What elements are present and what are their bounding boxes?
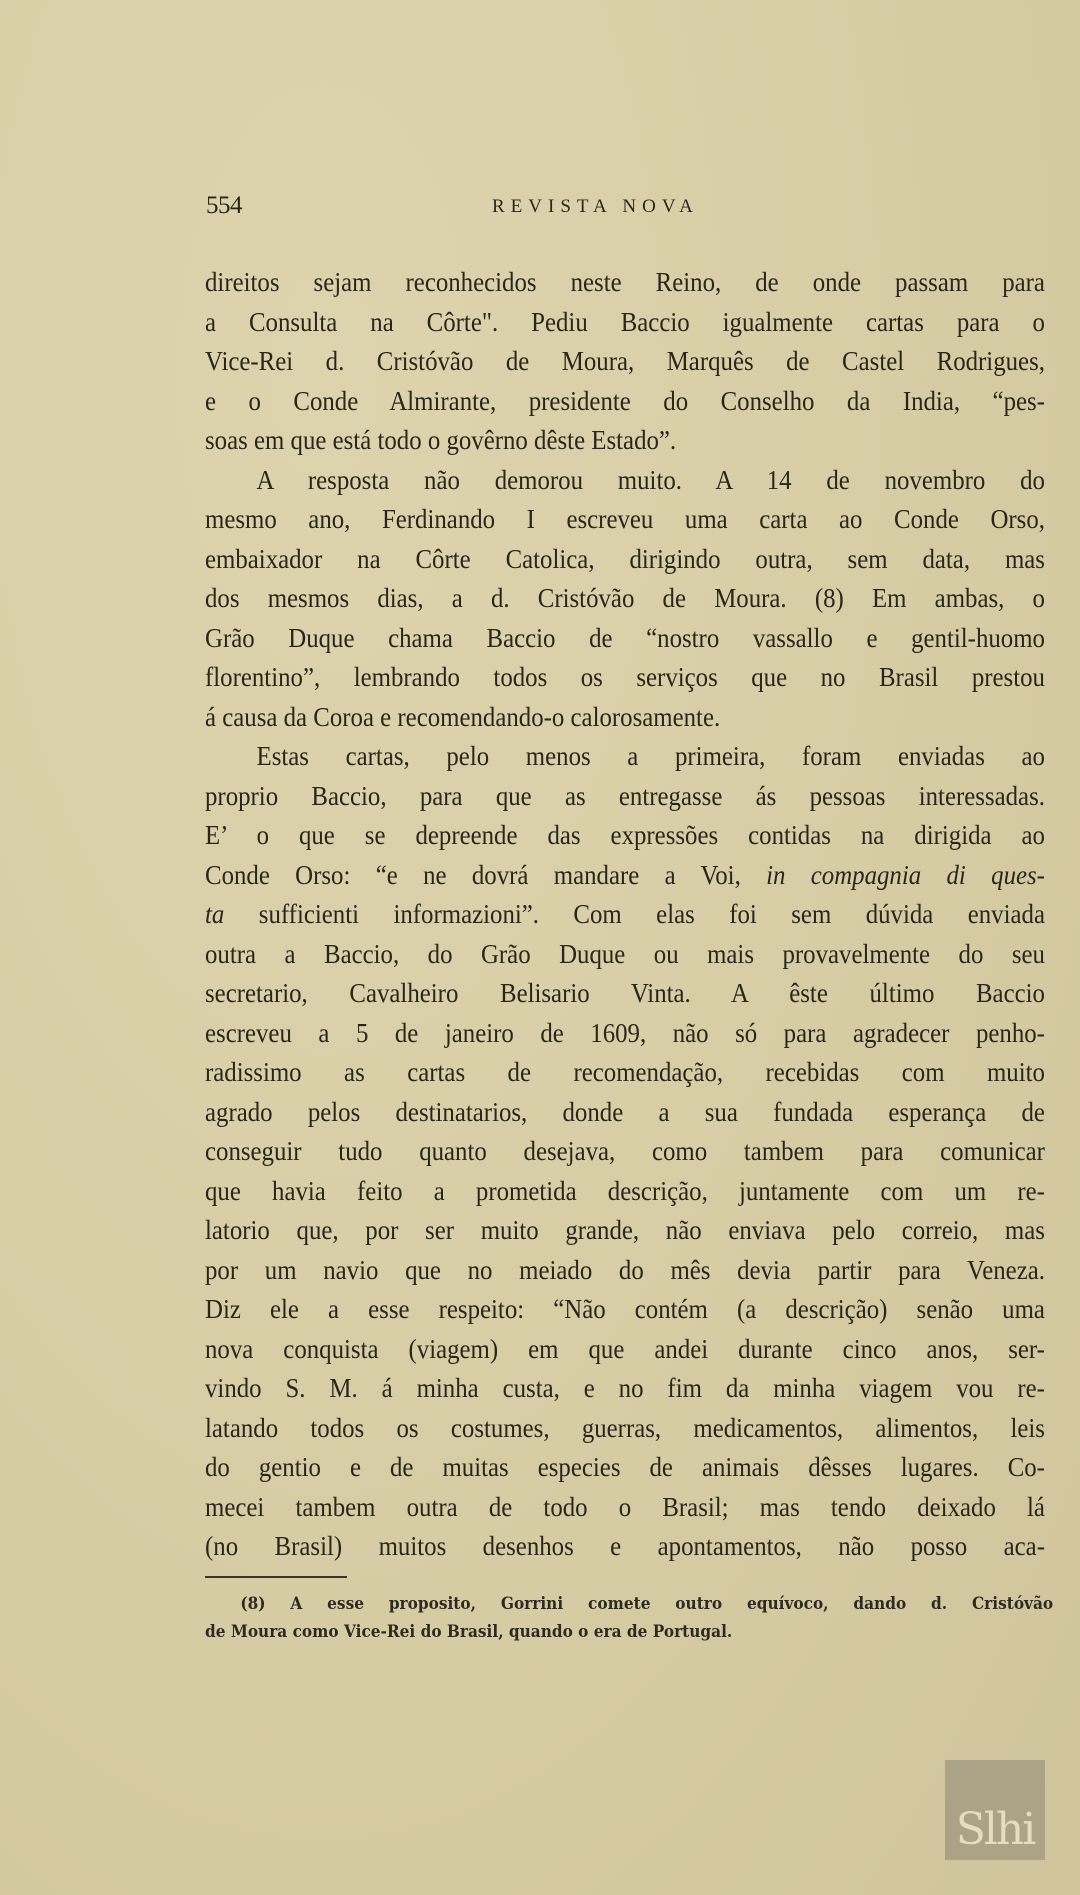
text-line: vindo S. M. á minha custa, e no fim da minha viagem vou re-: [205, 1373, 1045, 1403]
text-line: Diz ele a esse respeito: “Não contém (a descrição) senão uma: [205, 1294, 1045, 1324]
body-text: [205, 263, 1045, 1567]
text-line: á causa da Coroa e recomendando-o calorosamente.: [205, 701, 721, 732]
text-line: mecei tambem outra de todo o Brasil; mas tendo deixado lá: [205, 1491, 1045, 1522]
text-line: Vice-Rei d. Cristóvão de Moura, Marquês de Castel Rodrigues,: [205, 346, 1045, 376]
text-line: agrado pelos destinatarios, donde a sua fundada esperança de: [205, 1096, 1045, 1127]
italic-quote: in compagnia di ques-: [766, 859, 1045, 890]
page-number: 554: [206, 192, 242, 219]
text-line: mesmo ano, Ferdinando I escreveu uma carta ao Conde Orso,: [205, 504, 1045, 534]
text-line: (no Brasil) muitos desenhos e apontamentos, não posso aca-: [205, 1531, 1045, 1561]
watermark-text: Slhi: [955, 1804, 1035, 1855]
text-line: latorio que, por ser muito grande, não enviava pelo correio, mas: [205, 1215, 1045, 1245]
text-line: florentino”, lembrando todos os serviços que no Brasil prestou: [205, 662, 1045, 692]
text-line: outra a Baccio, do Grão Duque ou mais provavelmente do seu: [205, 938, 1045, 969]
text-line: a Consulta na Côrte". Pediu Baccio igualmente cartas para o: [205, 306, 1045, 337]
text-line: Estas cartas, pelo menos a primeira, foram enviadas ao: [256, 741, 1045, 771]
text-segment: sufficienti informazioni”. Com elas foi sem dúvida enviada: [258, 899, 1045, 929]
text-line: nova conquista (viagem) em que andei durante cinco anos, ser-: [205, 1333, 1045, 1364]
text-line: E’ o que se depreende das expressões contidas na dirigida ao: [205, 820, 1045, 850]
text-line: proprio Baccio, para que as entregasse ás pessoas interessadas.: [205, 780, 1045, 811]
text-line: direitos sejam reconhecidos neste Reino, de onde passam para: [205, 267, 1045, 297]
text-line: soas em que está todo o govêrno dêste Estado”.: [205, 425, 677, 455]
text-line: do gentio e de muitas especies de animais dêsses lugares. Co-: [205, 1452, 1045, 1482]
text-line: [205, 895, 1045, 935]
text-line: A resposta não demorou muito. A 14 de novembro do: [256, 464, 1045, 495]
text-line: Grão Duque chama Baccio de “nostro vassallo e gentil-huomo: [205, 622, 1045, 653]
footnotes: [205, 1590, 1055, 1646]
text-line: que havia feito a prometida descrição, juntamente com um re-: [205, 1175, 1045, 1206]
text-line: por um navio que no meiado do mês devia partir para Veneza.: [205, 1254, 1045, 1285]
text-line: latando todos os costumes, guerras, medicamentos, alimentos, leis: [205, 1412, 1045, 1443]
text-segment: Conde Orso: “e ne dovrá mandare a Voi,: [205, 859, 741, 890]
watermark-logo: [945, 1760, 1045, 1860]
footnote-line: (8) A esse proposito, Gorrini comete outro equívoco, dando d. Cristóvão: [240, 1594, 1054, 1613]
page-header: [206, 192, 1056, 222]
italic-quote: ta: [205, 899, 225, 929]
footnote-divider: [205, 1576, 347, 1578]
text-line: e o Conde Almirante, presidente do Conselho da India, “pes-: [205, 385, 1045, 416]
running-title: REVISTA NOVA: [492, 196, 699, 217]
text-line: conseguir tudo quanto desejava, como tambem para comunicar: [205, 1136, 1045, 1166]
text-line: secretario, Cavalheiro Belisario Vinta. A êste último Baccio: [205, 978, 1045, 1008]
text-line: dos mesmos dias, a d. Cristóvão de Moura. (8) Em ambas, o: [205, 583, 1045, 613]
text-line: embaixador na Côrte Catolica, dirigindo outra, sem data, mas: [205, 543, 1045, 574]
footnote-line: de Moura como Vice-Rei do Brasil, quando o era de Portugal.: [205, 1622, 733, 1641]
text-line: escreveu a 5 de janeiro de 1609, não só para agradecer penho-: [205, 1017, 1045, 1048]
text-line: radissimo as cartas de recomendação, recebidas com muito: [205, 1057, 1045, 1087]
text-line: [205, 856, 1045, 896]
